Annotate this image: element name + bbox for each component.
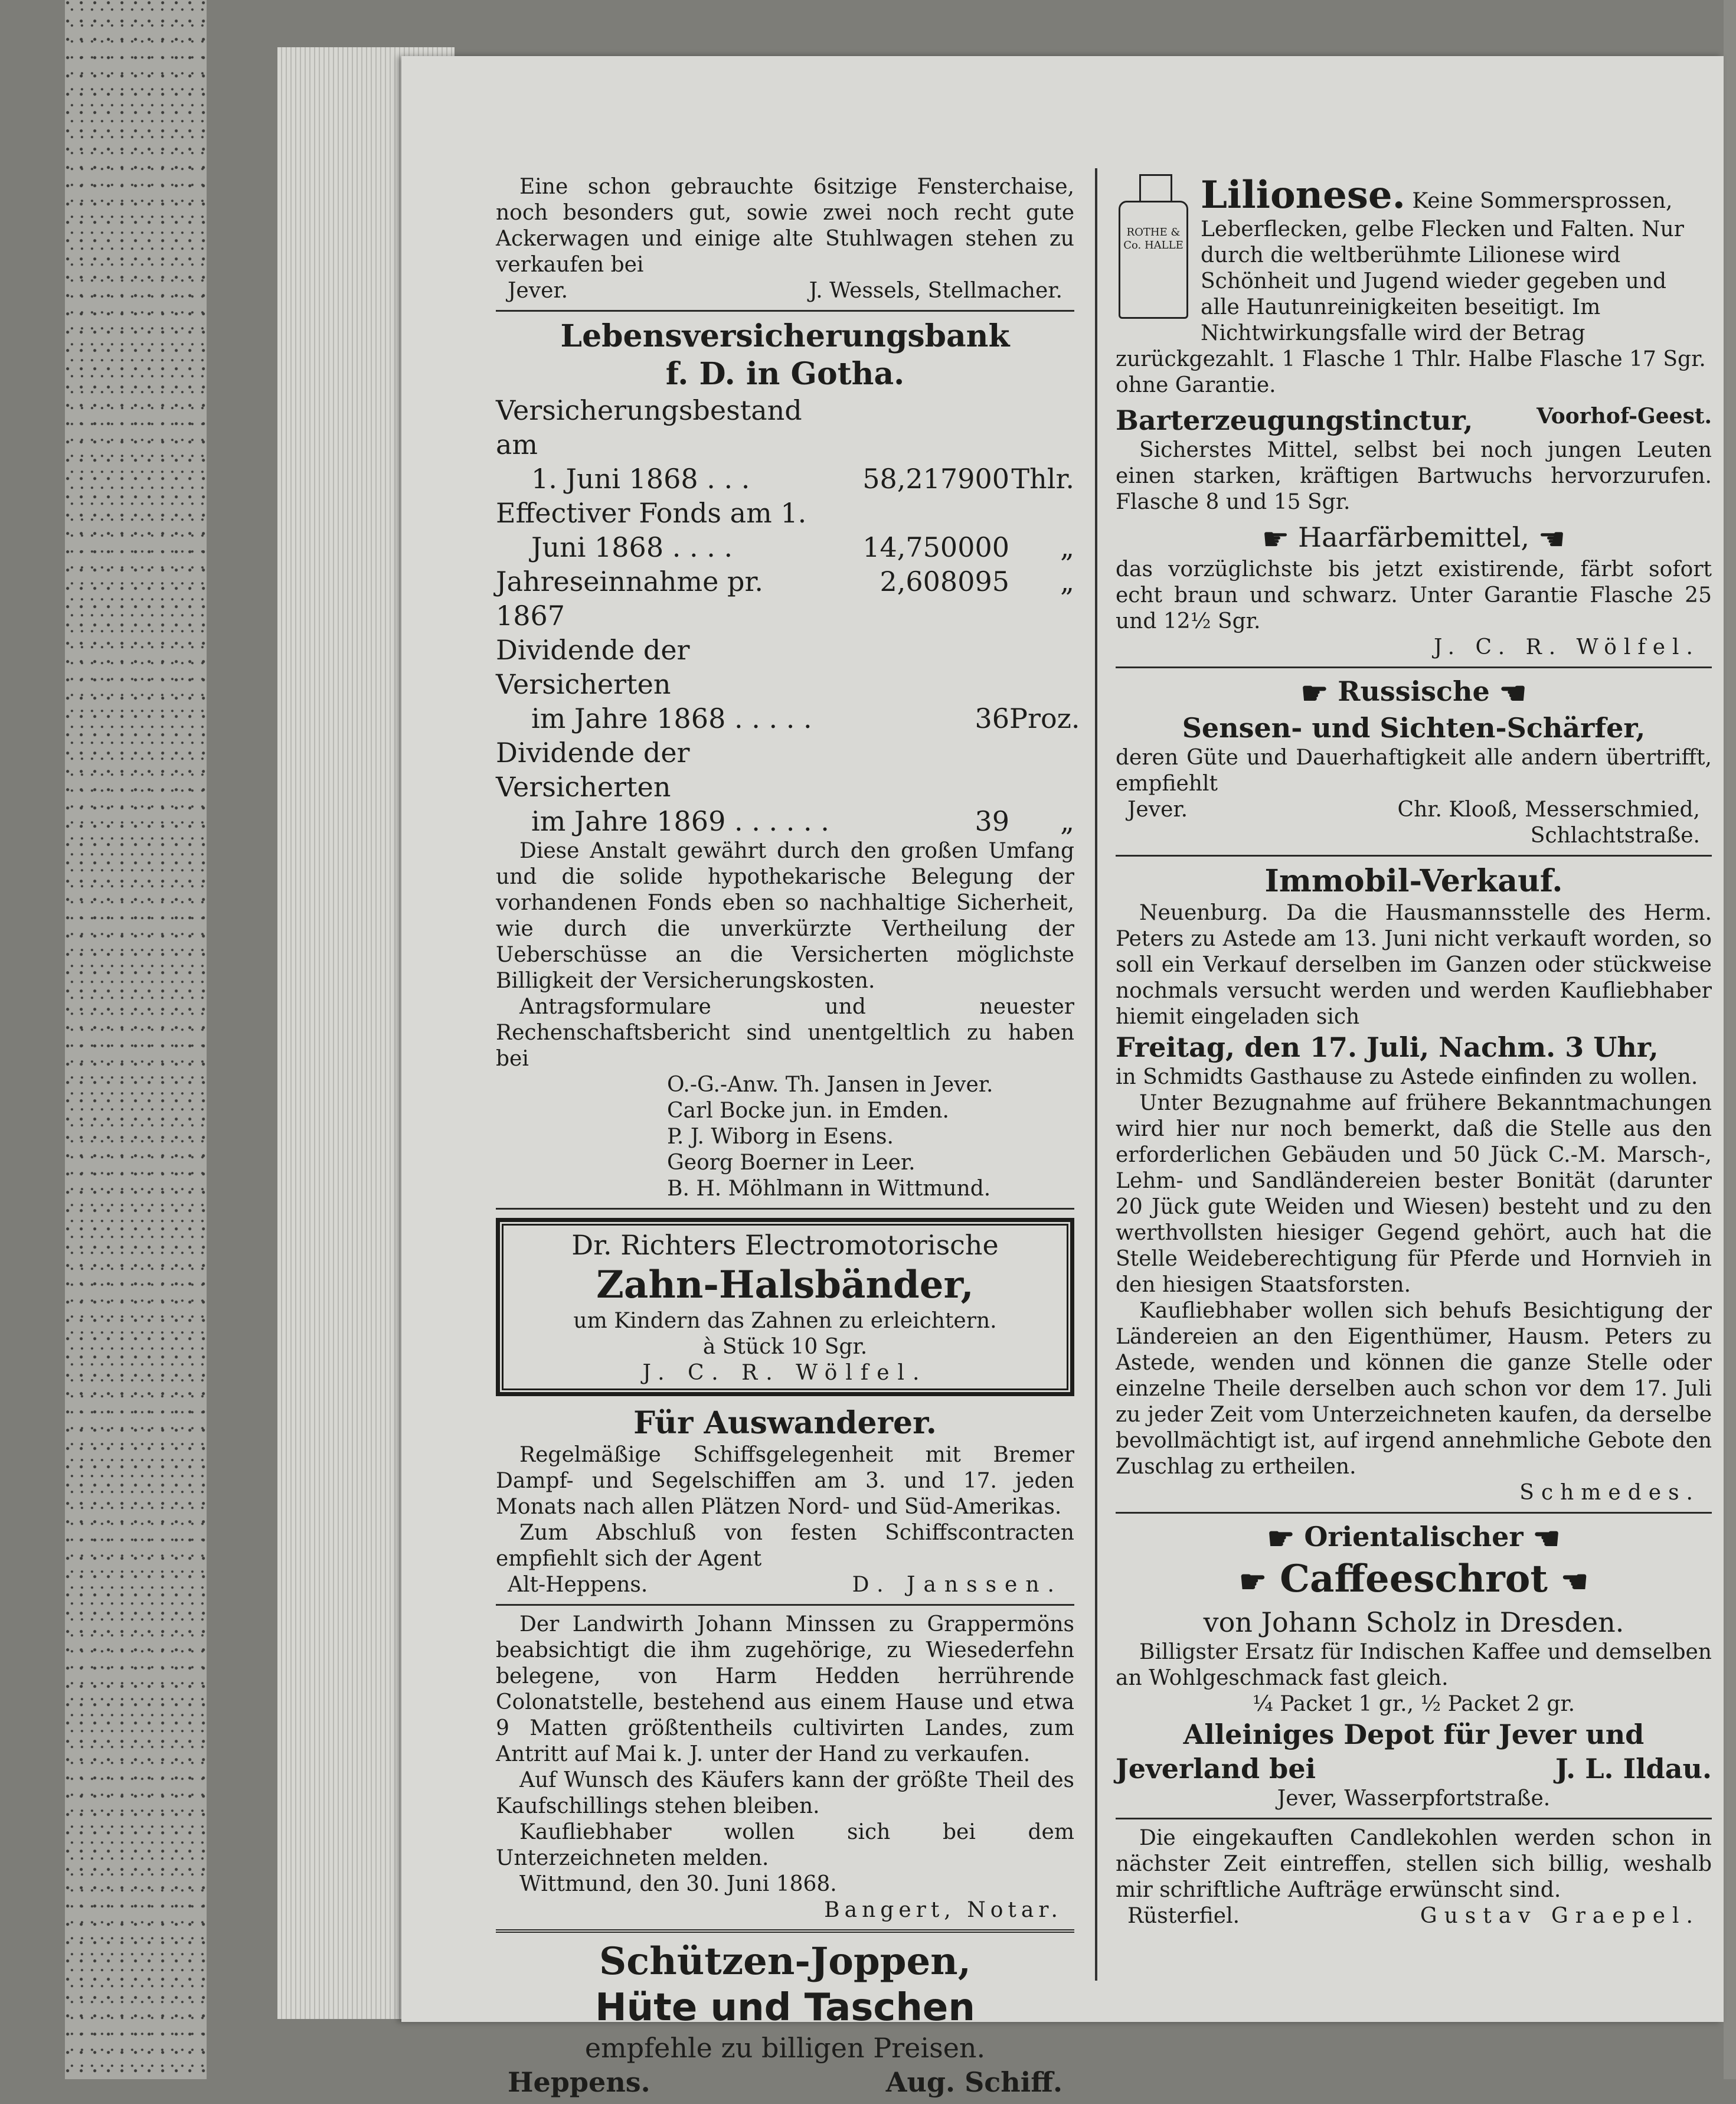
- kohlen-text: Die eingekauften Candlekohlen werden schon in nächster Zeit eintreffen, stellen sich billig, weshalb mir schriftliche Aufträge erwünscht sind.: [1116, 1825, 1712, 1902]
- landwirth-text: Der Landwirth Johann Minssen zu Grappermöns beabsichtigt die ihm zugehörige, zu Wiesederfehn belegene, von Harm Hedden herrührende Colonatstelle, bestehend aus einem Hause und etwa 9 Matten größtentheils cultivirten Landes, zum Antritt auf Mai k. J. unter der Hand zu verkaufen.: [496, 1612, 1074, 1766]
- ad-signature: [1116, 1480, 1712, 1506]
- sensen-title: Russische: [1338, 675, 1490, 707]
- ad-signature: [496, 278, 1074, 304]
- schuetzen-line3: empfehle zu billigen Preisen.: [584, 2032, 986, 2064]
- bottle-icon: [1116, 174, 1192, 322]
- ad-separator: [1116, 1512, 1712, 1514]
- pointing-hand-left-icon: ☚: [1561, 1563, 1588, 1600]
- ad-immobil-verkauf: [1116, 862, 1712, 1506]
- ad-sensen: [1116, 674, 1712, 849]
- caffee-price: ¼ Packet 1 gr., ½ Packet 2 gr.: [1252, 1691, 1575, 1716]
- lilionese-title: Lilionese.: [1201, 174, 1405, 217]
- caffee-street: Jever, Wasserpfortstraße.: [1277, 1786, 1551, 1811]
- ad-caffeeschrot: [1116, 1520, 1712, 1812]
- zahn-line1: Dr. Richters Electromotorische: [571, 1229, 999, 1261]
- ad-schuetzen-joppen: [496, 1939, 1074, 2099]
- landwirth-text: Kaufliebhaber wollen sich bei dem Unterzeichneten melden.: [496, 1820, 1074, 1870]
- ad-separator: [1116, 855, 1712, 857]
- bank-row: Juni 1868 . . . . 14,750000 „: [531, 531, 1074, 563]
- ad-place: Heppens.: [508, 2066, 650, 2098]
- ad-auswanderer: [496, 1404, 1074, 1598]
- ad-name: Gustav Graepel.: [1420, 1903, 1700, 1928]
- bart-heading: [1116, 403, 1712, 437]
- immobil-text: Unter Bezugnahme auf frühere Bekanntmachungen wird hier nur noch bemerkt, daß die Stelle aus den erforderlichen Gebäuden und 50 Jück C.-M. Marsch-, Lehm- und Sandländereien bester Bonität (darunter 20 Jück gute Weiden und Wiesen) besteht und zu den werthvollsten hiesiger Gegend gehört, auch hat die Stelle Weideberechtigung für Pferde und Hornvieh in den hiesigen Staatsforsten.: [1116, 1091, 1712, 1297]
- right-column: [1116, 174, 1712, 1934]
- haar-heading: [1116, 520, 1712, 557]
- ad-name: Chr. Klooß, Messerschmied,: [1397, 798, 1700, 822]
- ad-separator: [1116, 1818, 1712, 1819]
- zahn-signature: J. C. R. Wölfel.: [642, 1361, 928, 1385]
- ad-separator: [1116, 667, 1712, 668]
- sensen-text: deren Güte und Dauerhaftigkeit alle andern übertrifft, empfiehlt: [1116, 746, 1712, 796]
- ad-signature: [1116, 635, 1712, 661]
- ad-name: D. Janssen.: [852, 1573, 1062, 1597]
- bank-description: Diese Anstalt gewährt durch den großen Umfang und die solide hypothekarische Belegung der vorhandenen Fonds eben so nachhaltige Sicherheit, wie durch die unverkürzte Vertheilung der Ueberschüsse an die Versicherten möglichste Billigkeit der Versicherungskosten.: [496, 839, 1074, 993]
- caffee-title2: Caffeeschrot: [1280, 1557, 1548, 1601]
- caffee-title3: von Johann Scholz in Dresden.: [1203, 1606, 1624, 1638]
- schuetzen-subtitle: Hüte und Taschen: [595, 1986, 975, 2030]
- zahn-title: Zahn-Halsbänder,: [596, 1263, 974, 1307]
- ad-name: Schmedes.: [1519, 1481, 1700, 1505]
- agent-entry: Georg Boerner in Leer.: [667, 1151, 916, 1175]
- caffee-heading-main: [1116, 1556, 1712, 1605]
- pointing-hand-right-icon: ☛: [1267, 1521, 1295, 1557]
- zahn-line3: um Kindern das Zahnen zu erleichtern.: [573, 1309, 997, 1333]
- pointing-hand-right-icon: ☛: [1261, 522, 1290, 557]
- sensen-heading: [1116, 674, 1712, 711]
- ad-signature: [496, 2065, 1074, 2099]
- bank-forms-note: Antragsformulare und neuester Rechenschaftsbericht sind unentgeltlich zu haben bei: [496, 995, 1074, 1071]
- ad-street: Schlachtstraße.: [1530, 824, 1700, 848]
- ad-haarfaerbemittel: [1116, 520, 1712, 661]
- bottle-label: ROTHE & Co. HALLE: [1119, 201, 1188, 319]
- ad-signature: [496, 1897, 1074, 1923]
- bank-title: Lebensversicherungsbank: [560, 318, 1010, 354]
- bank-row: 1. Juni 1868 . . . 58,217900 Thlr.: [531, 463, 1074, 495]
- ad-lilionese: [1116, 174, 1712, 398]
- pointing-hand-right-icon: ☛: [1300, 675, 1329, 711]
- caffee-heading: [1116, 1520, 1712, 1556]
- immobil-text: Neuenburg. Da die Hausmannsstelle des Herm. Peters zu Astede am 13. Juni nicht verkauft worden, so soll ein Verkauf derselben im Ganzen oder stückweise nochmals versucht werden und werden Kaufliebhaber hiemit eingeladen sich: [1116, 901, 1712, 1029]
- ad-name: J. C. R. Wölfel.: [1434, 635, 1700, 659]
- lilionese-text: Keine Sommersprossen, Leberflecken, gelbe Flecken und Falten. Nur durch die weltberühmte Lilionese wird Schönheit und Jugend wieder gegeben und alle Hautunreinigkeiten beseitigt. Im Nichtwirkungsfalle wird der Betrag zurückgezahlt. 1 Flasche 1 Thlr. Halbe Flasche 17 Sgr. ohne Garantie.: [1116, 189, 1706, 397]
- bank-row: Jahreseinnahme pr. 1867 2,608095 „: [496, 566, 1074, 632]
- immobil-title: Immobil-Verkauf.: [1264, 863, 1563, 899]
- caffee-text: Billigster Ersatz für Indischen Kaffee und demselben an Wohlgeschmack fast gleich.: [1116, 1639, 1712, 1690]
- immobil-text: in Schmidts Gasthause zu Astede einfinden zu wollen.: [1116, 1065, 1698, 1089]
- ad-signature: [496, 1572, 1074, 1598]
- landwirth-text: Auf Wunsch des Käufers kann der größte Theil des Kaufschillings stehen bleiben.: [496, 1768, 1074, 1818]
- ad-separator: [496, 1208, 1074, 1210]
- ad-signature: [1116, 1903, 1712, 1929]
- ad-zahn-halsbaender: [496, 1218, 1074, 1396]
- ad-landwirth: [496, 1612, 1074, 1923]
- column-divider: [1095, 168, 1097, 1981]
- zahn-price: à Stück 10 Sgr.: [702, 1335, 868, 1359]
- caffee-title1: Orientalischer: [1304, 1521, 1524, 1553]
- bank-row: Versicherungsbestand am: [496, 394, 802, 460]
- auswanderer-text: Regelmäßige Schiffsgelegenheit mit Bremer Dampf- und Segelschiffen am 3. und 17. jeden Monats nach allen Plätzen Nord- und Süd-Amerikas.: [496, 1443, 1074, 1519]
- ad-place: Jever.: [508, 279, 568, 303]
- ad-fensterchaise: [496, 174, 1074, 304]
- newspaper-page: [401, 56, 1724, 2098]
- ad-barterzeugung: [1116, 403, 1712, 515]
- ad-name: Aug. Schiff.: [885, 2066, 1062, 2098]
- ad-name: J. Wessels, Stellmacher.: [809, 279, 1062, 303]
- ad-signature: [1116, 797, 1712, 823]
- ad-place: Alt-Heppens.: [508, 1573, 648, 1597]
- ad-separator: [496, 310, 1074, 312]
- ad-separator: [496, 1604, 1074, 1606]
- bank-row: im Jahre 1868 . . . . . 36 Proz.: [531, 703, 1080, 734]
- schuetzen-title: Schützen-Joppen,: [599, 1939, 971, 1984]
- ad-candlekohlen: [1116, 1825, 1712, 1929]
- ad-lebensversicherungsbank: [496, 318, 1080, 1202]
- landwirth-date: Wittmund, den 30. Juni 1868.: [519, 1872, 837, 1896]
- agent-entry: Carl Bocke jun. in Emden.: [667, 1099, 949, 1123]
- ad-name: Bangert, Notar.: [824, 1898, 1062, 1922]
- left-column: [496, 174, 1080, 2104]
- bart-origin: Voorhof-Geest.: [1536, 404, 1712, 429]
- ad-separator: [496, 1929, 1074, 1933]
- agent-entry: B. H. Möhlmann in Wittmund.: [667, 1177, 991, 1201]
- haar-text: das vorzüglichste bis jetzt existirende, färbt sofort echt braun und schwarz. Unter Garantie Flasche 25 und 12½ Sgr.: [1116, 557, 1712, 633]
- bank-row: Dividende der Versicherten: [496, 634, 690, 700]
- haar-title: Haarfärbemittel,: [1298, 521, 1529, 553]
- pointing-hand-left-icon: ☚: [1532, 1521, 1561, 1557]
- ad-place: Jever.: [1127, 798, 1188, 822]
- bank-subtitle: f. D. in Gotha.: [665, 356, 905, 392]
- book-binding-edge: [65, 0, 207, 2079]
- immobil-date: Freitag, den 17. Juli, Nachm. 3 Uhr,: [1116, 1031, 1659, 1063]
- agent-entry: P. J. Wiborg in Esens.: [667, 1125, 894, 1149]
- auswanderer-text: Zum Abschluß von festen Schiffscontracten empfiehlt sich der Agent: [496, 1521, 1074, 1571]
- caffee-depot-line: Jeverland bei J. L. Ildau.: [1116, 1752, 1712, 1785]
- auswanderer-title: Für Auswanderer.: [633, 1405, 937, 1441]
- caffee-depot: Alleiniges Depot für Jever und: [1183, 1718, 1645, 1750]
- ad-text: Eine schon gebrauchte 6sitzige Fensterchaise, noch besonders gut, sowie zwei noch recht gute Ackerwagen und einige alte Stuhlwagen stehen zu verkaufen bei: [496, 175, 1074, 277]
- immobil-text: Kaufliebhaber wollen sich behufs Besichtigung der Ländereien an den Eigenthümer, Hausm. Peters zu Astede, wenden und können die ganze Stelle oder einzelne Theile derselben auch schon vor dem 17. Juli zu jeder Zeit vom Unterzeichneten kaufen, da derselbe bevollmächtigt ist, auf irgend annehmliche Gebote den Zuschlag zu ertheilen.: [1116, 1299, 1712, 1479]
- bank-agents: [496, 1072, 1074, 1202]
- bank-row: Dividende der Versicherten: [496, 737, 690, 803]
- pointing-hand-right-icon: ☛: [1239, 1563, 1267, 1600]
- bank-row: Effectiver Fonds am 1.: [496, 497, 807, 529]
- pointing-hand-left-icon: ☚: [1538, 522, 1566, 557]
- facing-page-edge: [1724, 0, 1736, 2079]
- ad-place: Rüsterfiel.: [1127, 1903, 1240, 1928]
- bank-row: im Jahre 1869 . . . . . . 39 „: [531, 805, 1074, 837]
- bart-text: Sicherstes Mittel, selbst bei noch jungen Leuten einen starken, kräftigen Bartwuchs hervorzurufen. Flasche 8 und 15 Sgr.: [1116, 438, 1712, 514]
- pointing-hand-left-icon: ☚: [1499, 675, 1527, 711]
- sensen-subtitle: Sensen- und Sichten-Schärfer,: [1182, 712, 1646, 744]
- bart-title: Barterzeugungstinctur,: [1116, 404, 1473, 436]
- agent-entry: O.-G.-Anw. Th. Jansen in Jever.: [667, 1073, 993, 1097]
- bank-figures: [496, 393, 1080, 838]
